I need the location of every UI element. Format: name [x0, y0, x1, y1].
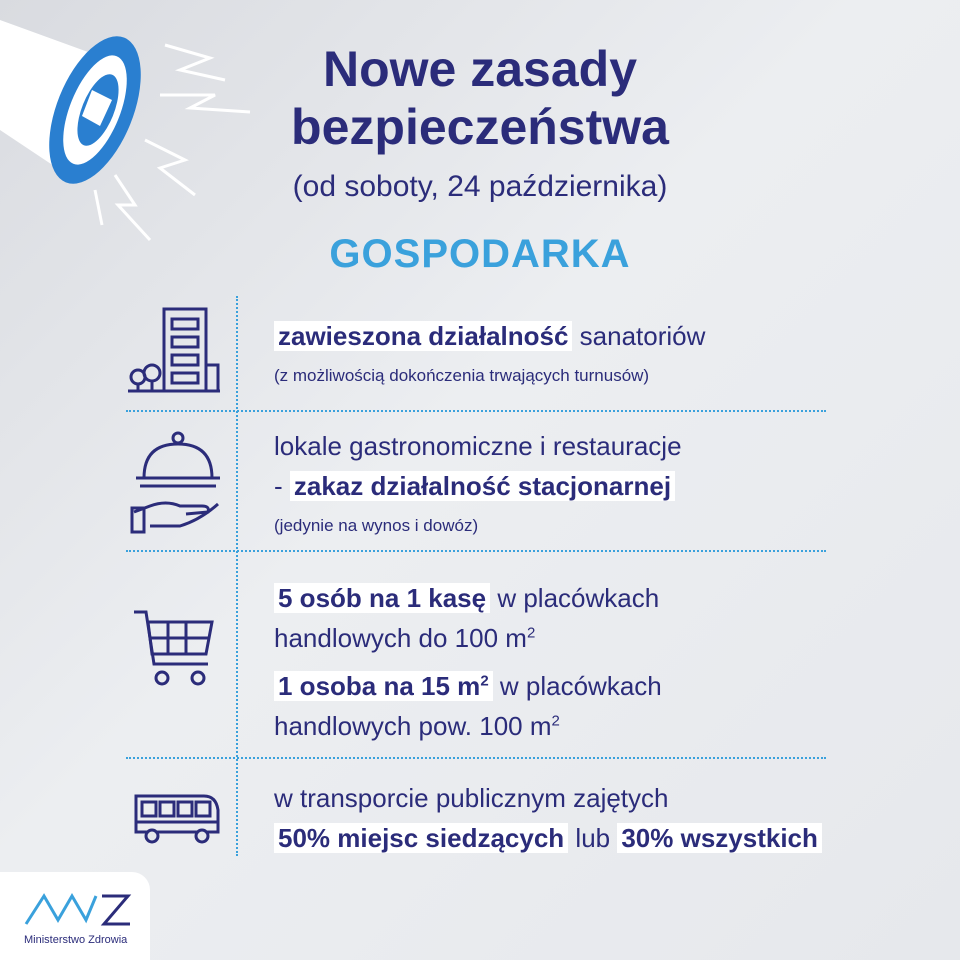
- superscript: 2: [526, 624, 536, 642]
- row-handel: [274, 578, 914, 746]
- row-gastronomia: [274, 426, 914, 546]
- ministry-logo: [0, 872, 150, 960]
- highlight-text: 5 osób na 1 kasę: [274, 583, 490, 613]
- row-text: handlowych do 100 m: [274, 623, 527, 653]
- title-line-2: bezpieczeństwa: [291, 99, 669, 155]
- serving-dish-icon: [130, 430, 226, 536]
- row-text: w transporcie publicznym zajętych: [274, 783, 669, 813]
- highlight-text: zawieszona działalność: [274, 321, 572, 351]
- row-divider: [126, 550, 826, 552]
- page-title: [210, 40, 750, 156]
- building-icon: [126, 305, 222, 397]
- section-heading: GOSPODARKA: [329, 232, 631, 276]
- row-divider: [126, 410, 826, 412]
- highlight-text: 30% wszystkich: [617, 823, 822, 853]
- highlight-text: zakaz działalność stacjonarnej: [290, 471, 675, 501]
- ministry-name: Ministerstwo Zdrowia: [24, 934, 128, 946]
- shopping-cart-icon: [132, 608, 218, 690]
- row-sanatoria: [274, 316, 914, 396]
- subtitle: (od soboty, 24 października): [292, 170, 668, 203]
- row-dash: -: [274, 471, 290, 501]
- row-divider: [126, 757, 826, 759]
- superscript: 2: [480, 672, 489, 690]
- highlight-text: [274, 671, 493, 701]
- row-text: lokale gastronomiczne i restauracje: [274, 431, 682, 461]
- ministry-logo-icon: [24, 890, 134, 930]
- title-line-1: Nowe zasady: [322, 41, 637, 97]
- row-note: (z możliwością dokończenia trwających turnusów): [274, 366, 650, 385]
- row-transport: [274, 778, 914, 858]
- vertical-divider: [236, 296, 238, 856]
- row-note: (jedynie na wynos i dowóz): [274, 516, 479, 535]
- row-text: sanatoriów: [572, 321, 706, 351]
- row-text: lub: [568, 823, 618, 853]
- highlight-text-main: 1 osoba na 15 m: [278, 671, 481, 701]
- row-text: w placówkach: [490, 583, 660, 613]
- row-text: w placówkach: [492, 671, 662, 701]
- highlight-text: 50% miejsc siedzących: [274, 823, 568, 853]
- row-text: handlowych pow. 100 m: [274, 711, 552, 741]
- superscript: 2: [551, 712, 560, 730]
- bus-icon: [132, 790, 222, 846]
